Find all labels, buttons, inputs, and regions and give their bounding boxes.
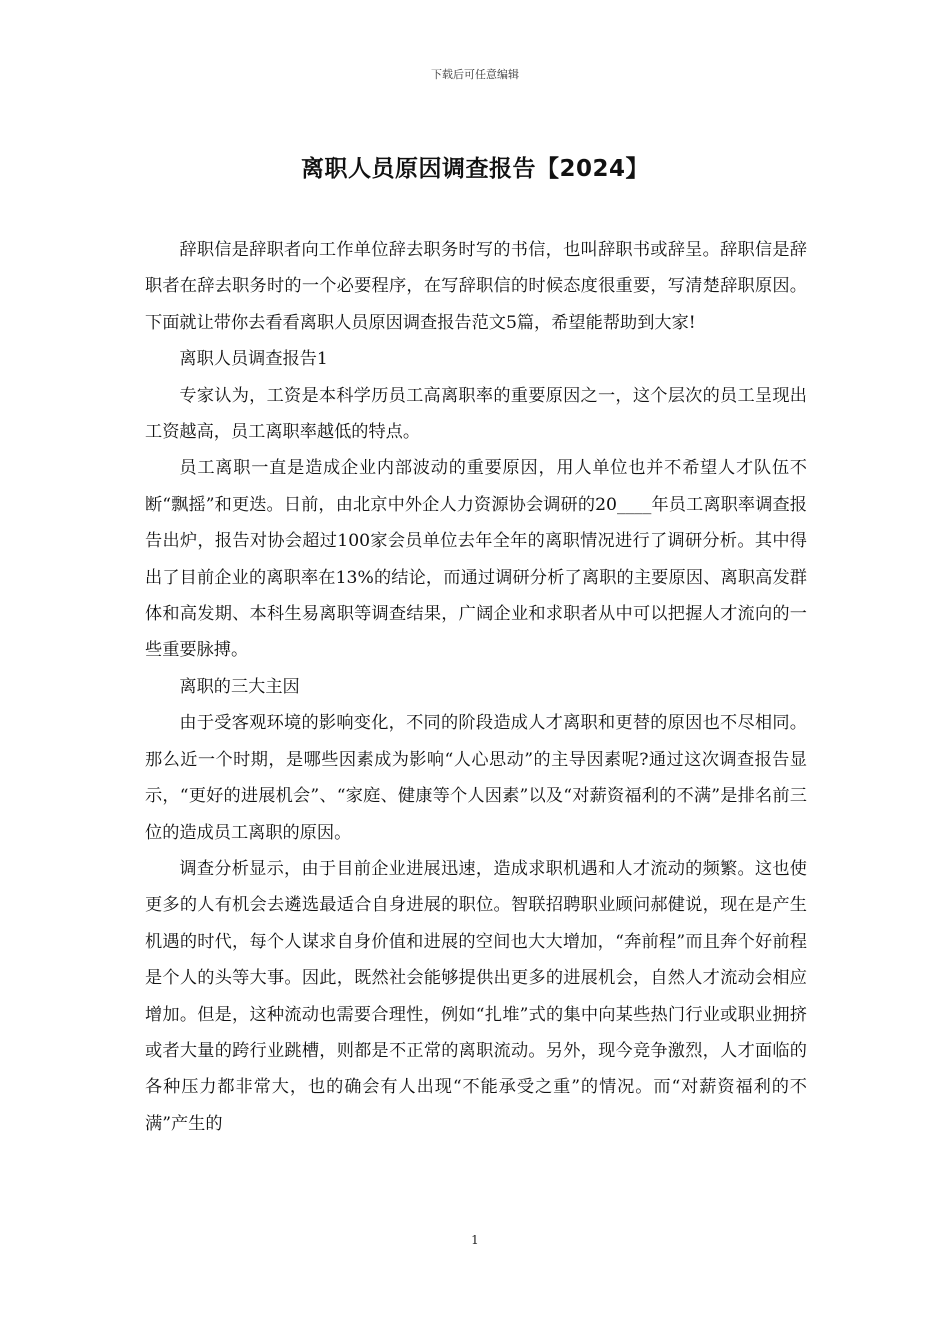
body-paragraph: 调查分析显示，由于目前企业进展迅速，造成求职机遇和人才流动的频繁。这也使更多的人有机会去遴选最适合自身进展的职位。智联招聘职业顾问郝健说，现在是产生机遇的时代，每个人谋求自身价值和进展的空间也大大增加，“奔前程”而且奔个好前程是个人的头等大事。因此，既然社会能够提供出更多的进展机会，自然人才流动会相应增加。但是，这种流动也需要合理性，例如“扎堆”式的集中向某些热门行业或职业拥挤或者大量的跨行业跳槽，则都是不正常的离职流动。另外，现今竞争激烈，人才面临的各种压力都非常大，也的确会有人出现“不能承受之重”的情况。而“对薪资福利的不满”产生的 (145, 858, 807, 1134)
document-title: 离职人员原因调查报告【2024】 (300, 156, 649, 182)
document-body (145, 232, 807, 1142)
body-paragraph: 专家认为，工资是本科学历员工高离职率的重要原因之一，这个层次的员工呈现出工资越高，员工离职率越低的特点。 (145, 385, 807, 443)
section-heading-three-causes: 离职的三大主因 (179, 676, 300, 697)
page-header-note: 下载后可任意编辑 (431, 68, 519, 81)
intro-paragraph: 辞职信是辞职者向工作单位辞去职务时写的书信，也叫辞职书或辞呈。辞职信是辞职者在辞去职务时的一个必要程序，在写辞职信的时候态度很重要，写清楚辞职原因。下面就让带你去看看离职人员原因调查报告范文5篇，希望能帮助到大家! (145, 240, 807, 333)
page-number: 1 (471, 1233, 479, 1247)
body-paragraph: 由于受客观环境的影响变化，不同的阶段造成人才离职和更替的原因也不尽相同。那么近一个时期，是哪些因素成为影响“人心思动”的主导因素呢?通过这次调查报告显示，“更好的进展机会”、“家庭、健康等个人因素”以及“对薪资福利的不满”是排名前三位的造成员工离职的原因。 (145, 713, 807, 843)
section-heading-report-1: 离职人员调查报告1 (179, 349, 328, 370)
body-paragraph: 员工离职一直是造成企业内部波动的重要原因，用人单位也并不希望人才队伍不断“飘摇”和更迭。日前，由北京中外企人力资源协会调研的20____年员工离职率调查报告出炉，报告对协会超过100家会员单位去年全年的离职情况进行了调研分析。其中得出了目前企业的离职率在13%的结论，而通过调研分析了离职的主要原因、离职高发群体和高发期、本科生易离职等调查结果，广阔企业和求职者从中可以把握人才流向的一些重要脉搏。 (145, 458, 807, 661)
